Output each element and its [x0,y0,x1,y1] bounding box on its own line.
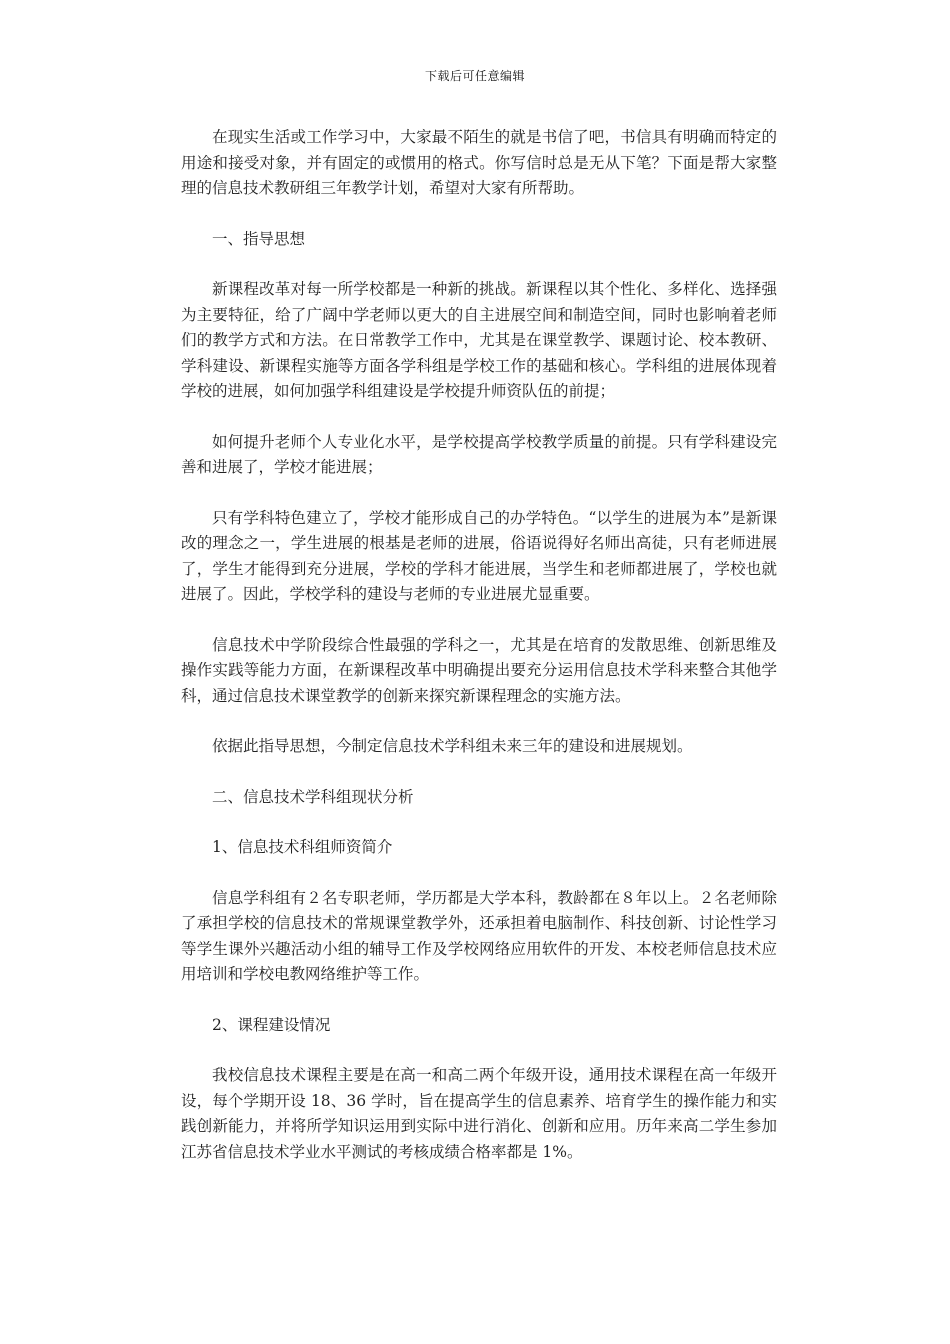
subsection-1-paragraph: 信息学科组有２名专职老师，学历都是大学本科，教龄都在８年以上。２名老师除了承担学校的信息技术的常规课堂教学外，还承担着电脑制作、科技创新、讨论性学习等学生课外兴趣活动小组的辅导工作及学校网络应用软件的开发、本校老师信息技术应用培训和学校电教网络维护等工作。 [181,888,777,983]
section-1-paragraph-4: 信息技术中学阶段综合性最强的学科之一，尤其是在培育的发散思维、创新思维及操作实践等能力方面，在新课程改革中明确提出要充分运用信息技术学科来整合其他学科，通过信息技术课堂教学的创新来探究新课程理念的实施方法。 [181,635,777,705]
section-1-paragraph-5: 依据此指导思想，今制定信息技术学科组未来三年的建设和进展规划。 [212,737,693,755]
intro-paragraph: 在现实生活或工作学习中，大家最不陌生的就是书信了吧，书信具有明确而特定的用途和接受对象，并有固定的或惯用的格式。你写信时总是无从下笔？下面是帮大家整理的信息技术教研组三年教学计划，希望对大家有所帮助。 [181,128,777,197]
subsection-2-paragraph: 我校信息技术课程主要是在高一和高二两个年级开设，通用技术课程在高一年级开设，每个学期开设 18、36 学时，旨在提高学生的信息素养、培育学生的操作能力和实践创新能力，并将所学知识运用到实际中进行消化、创新和应用。历年来高二学生参加江苏省信息技术学业水平测试的考核成绩合格率都是 1%。 [181,1066,777,1161]
section-1-paragraph-1: 新课程改革对每一所学校都是一种新的挑战。新课程以其个性化、多样化、选择强为主要特征，给了广阔中学老师以更大的自主进展空间和制造空间，同时也影响着老师们的教学方式和方法。在日常教学工作中，尤其是在课堂教学、课题讨论、校本教研、学科建设、新课程实施等方面各学科组是学校工作的基础和核心。学科组的进展体现着学校的进展，如何加强学科组建设是学校提升师资队伍的前提； [181,280,777,400]
subsection-2-title: 2、课程建设情况 [212,1015,331,1034]
section-2-title: 二、信息技术学科组现状分析 [212,787,414,806]
subsection-1-title: 1、信息技术科组师资简介 [212,838,393,856]
section-1-title: 一、指导思想 [212,229,306,248]
section-1-paragraph-3: 只有学科特色建立了，学校才能形成自己的办学特色。“以学生的进展为本”是新课改的理念之一，学生进展的根基是老师的进展，俗语说得好名师出高徒，只有老师进展了，学生才能得到充分进展，学校的学科才能进展，当学生和老师都进展了，学校也就进展了。因此，学校学科的建设与老师的专业进展尤显重要。 [181,508,777,603]
header-note: 下载后可任意编辑 [424,69,525,83]
document-body [181,125,777,1190]
section-1-paragraph-2: 如何提升老师个人专业化水平，是学校提高学校教学质量的前提。只有学科建设完善和进展了，学校才能进展； [181,432,777,476]
